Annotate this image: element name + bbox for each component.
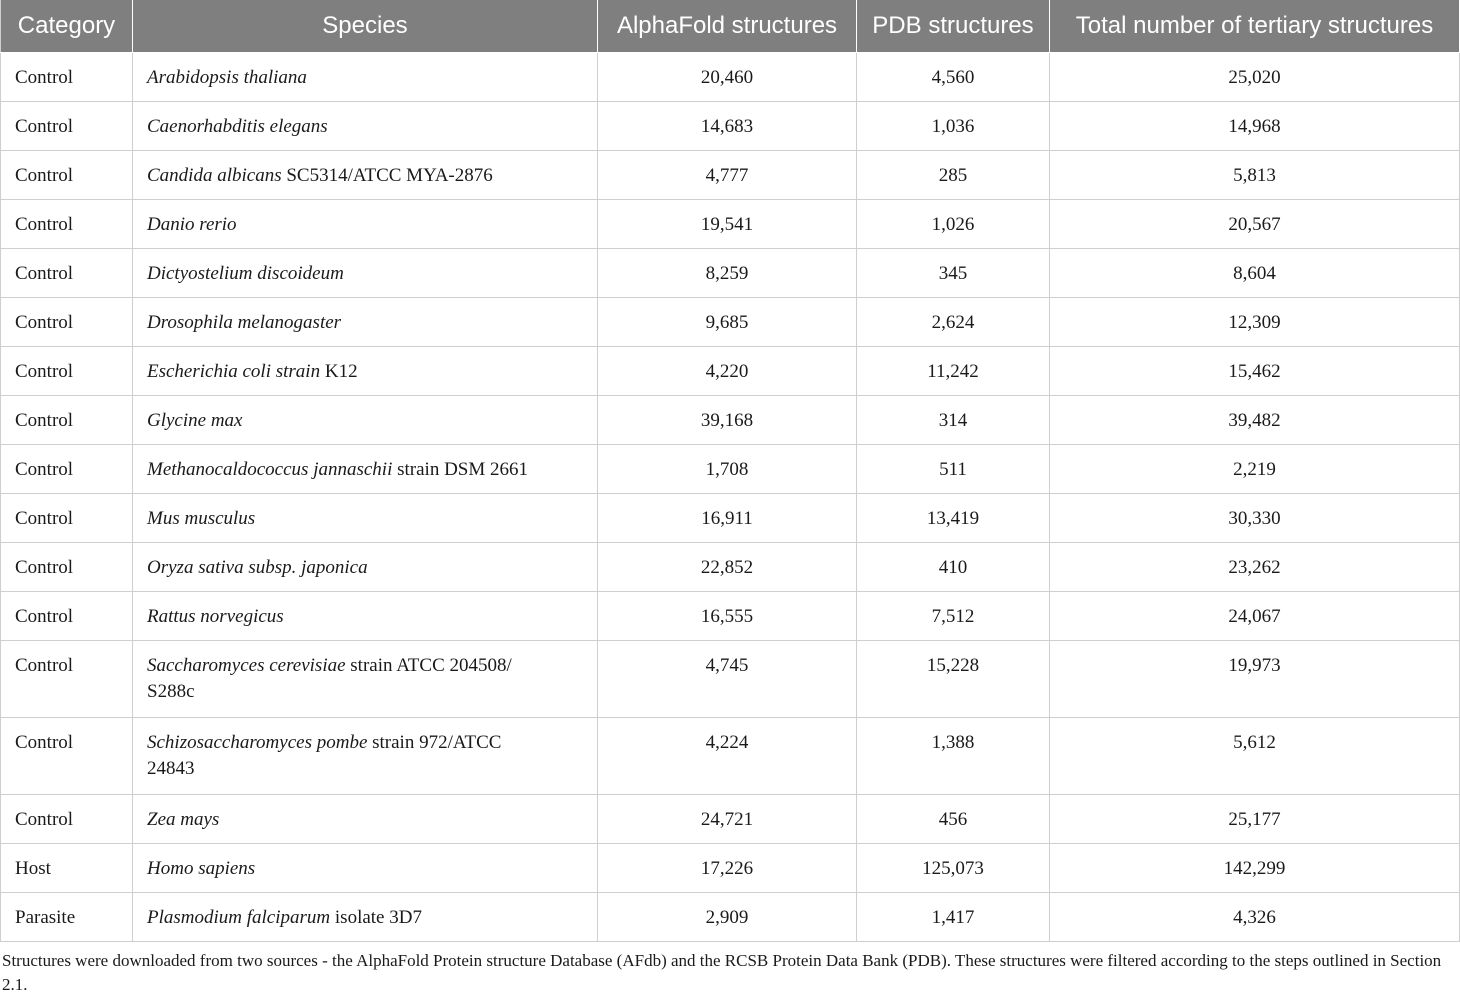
alphafold-cell: [598, 795, 857, 844]
header-category: Category: [1, 0, 133, 53]
table-row: [1, 249, 1460, 298]
table-row: [1, 641, 1460, 718]
species-cell: [133, 396, 598, 445]
species-name-italic: Mus musculus: [147, 508, 256, 529]
species-cell: [133, 200, 598, 249]
total-cell: [1050, 445, 1460, 494]
species-cell: [133, 592, 598, 641]
pdb-cell: [857, 445, 1050, 494]
category-cell-text: Control: [15, 263, 74, 284]
table-row: [1, 844, 1460, 893]
species-name-italic: Schizosaccharomyces pombe: [147, 732, 368, 753]
total-cell: [1050, 102, 1460, 151]
pdb-cell: [857, 53, 1050, 102]
species-cell-text: [147, 795, 583, 833]
species-cell-text: [147, 893, 583, 931]
category-cell: [1, 396, 133, 445]
species-name-rest-line2: 24843: [147, 758, 195, 779]
table-body: [1, 53, 1460, 942]
species-cell-text: [147, 200, 583, 238]
category-cell-text: Parasite: [15, 907, 76, 928]
species-name-italic: Methanocaldococcus jannaschii: [147, 459, 393, 480]
category-cell: [1, 795, 133, 844]
pdb-cell: [857, 494, 1050, 543]
header-total: Total number of tertiary structures: [1050, 0, 1460, 53]
total-cell: [1050, 298, 1460, 347]
alphafold-cell: [598, 844, 857, 893]
table-row: [1, 795, 1460, 844]
header-row: [1, 0, 1460, 53]
category-cell: [1, 151, 133, 200]
pdb-cell-text: 456: [938, 809, 968, 830]
pdb-cell-text: 1,388: [931, 732, 975, 753]
total-cell-text: 20,567: [1228, 214, 1281, 235]
total-cell-text: 14,968: [1228, 116, 1281, 137]
alphafold-cell-text: 19,541: [700, 214, 754, 235]
species-cell: [133, 347, 598, 396]
category-cell-text: Control: [15, 410, 74, 431]
species-cell: [133, 641, 598, 718]
total-cell-text: 2,219: [1233, 459, 1276, 480]
species-name-italic: Plasmodium falciparum: [147, 907, 331, 928]
total-cell: [1050, 844, 1460, 893]
alphafold-cell: [598, 53, 857, 102]
alphafold-cell-text: 4,745: [705, 655, 749, 676]
species-name-rest: strain 972/ATCC: [367, 732, 502, 753]
total-cell-text: 142,299: [1223, 858, 1286, 879]
pdb-cell: [857, 200, 1050, 249]
total-cell-text: 5,813: [1233, 165, 1276, 186]
total-cell: [1050, 200, 1460, 249]
alphafold-cell-text: 2,909: [705, 907, 749, 928]
category-cell: [1, 718, 133, 795]
alphafold-cell-text: 4,224: [705, 732, 749, 753]
species-name-rest: K12: [320, 361, 358, 382]
species-cell-text: [147, 844, 583, 882]
alphafold-cell: [598, 641, 857, 718]
total-cell-text: 15,462: [1228, 361, 1281, 382]
category-cell-text: Control: [15, 459, 74, 480]
pdb-cell-text: 345: [938, 263, 968, 284]
pdb-cell-text: 13,419: [926, 508, 980, 529]
alphafold-cell-text: 20,460: [700, 67, 754, 88]
table-row: [1, 298, 1460, 347]
species-cell-text: [147, 592, 583, 630]
pdb-cell-text: 314: [938, 410, 968, 431]
category-cell: [1, 844, 133, 893]
species-cell-text: [147, 718, 583, 782]
pdb-cell: [857, 641, 1050, 718]
category-cell-text: Control: [15, 606, 74, 627]
category-cell-text: Control: [15, 361, 74, 382]
total-cell: [1050, 53, 1460, 102]
category-cell: [1, 53, 133, 102]
species-cell: [133, 102, 598, 151]
species-cell-text: [147, 641, 583, 705]
species-cell: [133, 53, 598, 102]
total-cell-text: 23,262: [1228, 557, 1281, 578]
total-cell-text: 30,330: [1228, 508, 1281, 529]
alphafold-cell: [598, 200, 857, 249]
alphafold-cell: [598, 151, 857, 200]
species-cell: [133, 893, 598, 942]
pdb-cell-text: 410: [938, 557, 968, 578]
pdb-cell: [857, 249, 1050, 298]
table-row: [1, 445, 1460, 494]
category-cell: [1, 347, 133, 396]
alphafold-cell-text: 8,259: [705, 263, 749, 284]
total-cell: [1050, 641, 1460, 718]
pdb-cell: [857, 893, 1050, 942]
species-name-rest: strain ATCC 204508/: [345, 655, 512, 676]
total-cell: [1050, 592, 1460, 641]
species-cell: [133, 795, 598, 844]
alphafold-cell: [598, 893, 857, 942]
table-row: [1, 718, 1460, 795]
table-footnote: Structures were downloaded from two sources - the AlphaFold Protein structure Database (AFdb) and the RCSB Protein Data Bank (PDB). These structures were filtered according to the steps outlined in Section 2.1.: [2, 951, 1442, 994]
species-name-italic: Caenorhabditis elegans: [147, 116, 328, 137]
species-cell-text: [147, 543, 583, 581]
pdb-cell: [857, 396, 1050, 445]
alphafold-cell-text: 16,555: [700, 606, 754, 627]
total-cell-text: 25,020: [1228, 67, 1281, 88]
total-cell-text: 25,177: [1228, 809, 1281, 830]
pdb-cell: [857, 718, 1050, 795]
category-cell: [1, 445, 133, 494]
total-cell: [1050, 396, 1460, 445]
species-cell-text: [147, 151, 583, 189]
species-name-italic: Saccharomyces cerevisiae: [147, 655, 346, 676]
species-cell: [133, 151, 598, 200]
table-row: [1, 893, 1460, 942]
pdb-cell-text: 4,560: [931, 67, 975, 88]
table-row: [1, 543, 1460, 592]
alphafold-cell: [598, 718, 857, 795]
alphafold-cell-text: 39,168: [700, 410, 754, 431]
pdb-cell: [857, 543, 1050, 592]
alphafold-cell-text: 1,708: [705, 459, 749, 480]
pdb-cell: [857, 347, 1050, 396]
table-row: [1, 347, 1460, 396]
pdb-cell: [857, 795, 1050, 844]
category-cell-text: Control: [15, 312, 74, 333]
table-row: [1, 494, 1460, 543]
pdb-cell-text: 1,026: [931, 214, 975, 235]
alphafold-cell: [598, 347, 857, 396]
species-cell: [133, 718, 598, 795]
total-cell-text: 24,067: [1228, 606, 1281, 627]
header-alphafold: AlphaFold structures: [598, 0, 857, 53]
total-cell-text: 12,309: [1228, 312, 1281, 333]
pdb-cell: [857, 592, 1050, 641]
species-name-italic: Arabidopsis thaliana: [147, 67, 307, 88]
species-cell: [133, 543, 598, 592]
total-cell-text: 39,482: [1228, 410, 1281, 431]
species-name-rest-line2: S288c: [147, 681, 195, 702]
species-name-italic: Rattus norvegicus: [147, 606, 284, 627]
pdb-cell-text: 125,073: [922, 858, 984, 879]
species-name-rest: SC5314/ATCC MYA-2876: [281, 165, 493, 186]
category-cell-text: Control: [15, 809, 74, 830]
pdb-cell-text: 15,228: [926, 655, 980, 676]
total-cell-text: 5,612: [1233, 732, 1276, 753]
species-name-italic: Drosophila melanogaster: [147, 312, 342, 333]
alphafold-cell: [598, 102, 857, 151]
pdb-cell-text: 1,417: [931, 907, 975, 928]
category-cell: [1, 893, 133, 942]
table-row: [1, 396, 1460, 445]
alphafold-cell-text: 17,226: [700, 858, 754, 879]
species-cell-text: [147, 298, 583, 336]
total-cell: [1050, 249, 1460, 298]
header-pdb: PDB structures: [857, 0, 1050, 53]
category-cell-text: Control: [15, 67, 74, 88]
table-row: [1, 592, 1460, 641]
total-cell-text: 8,604: [1233, 263, 1276, 284]
pdb-cell-text: 2,624: [931, 312, 975, 333]
species-name-italic: Candida albicans: [147, 165, 282, 186]
alphafold-cell: [598, 298, 857, 347]
category-cell-text: Control: [15, 214, 74, 235]
alphafold-cell: [598, 445, 857, 494]
category-cell-text: Control: [15, 655, 74, 676]
species-name-italic: Zea mays: [147, 809, 220, 830]
pdb-cell-text: 11,242: [927, 361, 979, 382]
pdb-cell: [857, 298, 1050, 347]
alphafold-cell: [598, 543, 857, 592]
category-cell-text: Control: [15, 116, 74, 137]
alphafold-cell: [598, 249, 857, 298]
species-name-italic: Danio rerio: [147, 214, 237, 235]
alphafold-cell-text: 4,777: [705, 165, 749, 186]
alphafold-cell-text: 24,721: [700, 809, 754, 830]
total-cell: [1050, 893, 1460, 942]
total-cell-text: 4,326: [1233, 907, 1276, 928]
category-cell: [1, 200, 133, 249]
table-row: [1, 200, 1460, 249]
alphafold-cell: [598, 494, 857, 543]
category-cell-text: Host: [15, 858, 51, 879]
pdb-cell-text: 7,512: [931, 606, 975, 627]
species-cell-text: [147, 494, 583, 532]
species-cell-text: [147, 445, 583, 483]
category-cell: [1, 249, 133, 298]
pdb-cell: [857, 151, 1050, 200]
category-cell-text: Control: [15, 557, 74, 578]
total-cell: [1050, 718, 1460, 795]
species-name-italic: Oryza sativa subsp. japonica: [147, 557, 368, 578]
category-cell-text: Control: [15, 732, 74, 753]
total-cell-text: 19,973: [1228, 655, 1281, 676]
category-cell: [1, 298, 133, 347]
pdb-cell-text: 511: [939, 459, 967, 480]
species-name-italic: Homo sapiens: [147, 858, 256, 879]
total-cell: [1050, 151, 1460, 200]
category-cell: [1, 102, 133, 151]
species-name-rest: strain DSM 2661: [392, 459, 529, 480]
alphafold-cell: [598, 396, 857, 445]
category-cell: [1, 592, 133, 641]
species-cell-text: [147, 249, 583, 287]
pdb-cell: [857, 844, 1050, 893]
alphafold-cell: [598, 592, 857, 641]
category-cell: [1, 543, 133, 592]
species-cell: [133, 844, 598, 893]
alphafold-cell-text: 9,685: [705, 312, 749, 333]
total-cell: [1050, 795, 1460, 844]
species-name-italic: Escherichia coli strain: [147, 361, 321, 382]
table-row: [1, 102, 1460, 151]
species-name-italic: Glycine max: [147, 410, 243, 431]
category-cell: [1, 494, 133, 543]
header-species: Species: [133, 0, 598, 53]
species-name-italic: Dictyostelium discoideum: [147, 263, 344, 284]
pdb-cell-text: 285: [938, 165, 968, 186]
total-cell: [1050, 347, 1460, 396]
species-cell-text: [147, 102, 583, 140]
total-cell: [1050, 494, 1460, 543]
species-cell: [133, 494, 598, 543]
species-name-rest: isolate 3D7: [330, 907, 422, 928]
alphafold-cell-text: 16,911: [701, 508, 753, 529]
alphafold-cell-text: 4,220: [705, 361, 749, 382]
species-cell: [133, 249, 598, 298]
pdb-cell-text: 1,036: [931, 116, 975, 137]
category-cell-text: Control: [15, 165, 74, 186]
species-cell-text: [147, 347, 583, 385]
species-cell-text: [147, 396, 583, 434]
total-cell: [1050, 543, 1460, 592]
alphafold-cell-text: 14,683: [700, 116, 754, 137]
pdb-cell: [857, 102, 1050, 151]
species-cell-text: [147, 53, 583, 91]
alphafold-cell-text: 22,852: [700, 557, 754, 578]
category-cell: [1, 641, 133, 718]
species-cell: [133, 445, 598, 494]
category-cell-text: Control: [15, 508, 74, 529]
table-row: [1, 151, 1460, 200]
species-cell: [133, 298, 598, 347]
table-row: [1, 53, 1460, 102]
